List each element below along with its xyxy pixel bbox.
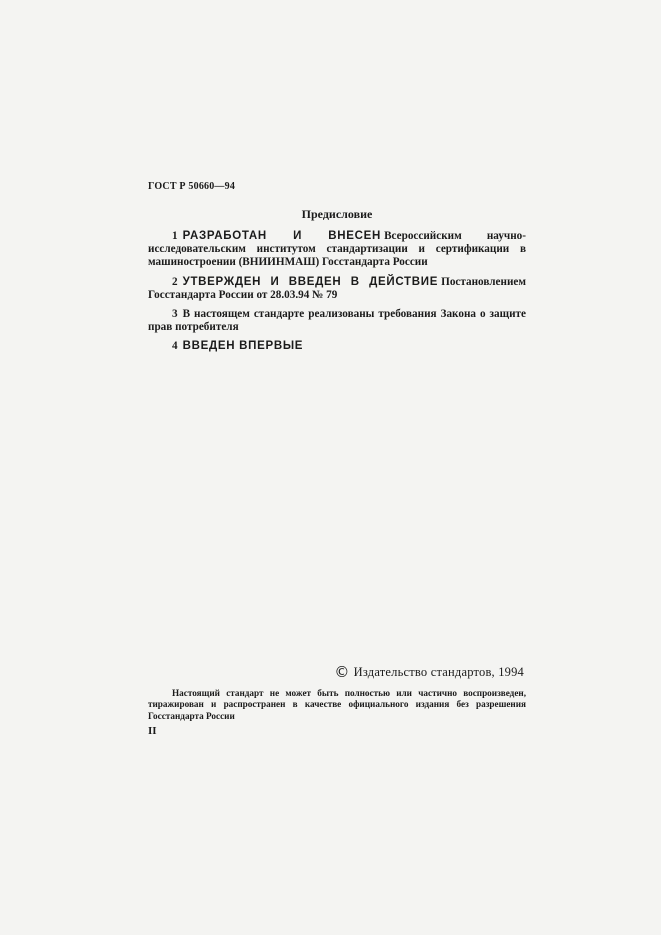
item-number: 2 <box>172 275 178 288</box>
foreword-title: Предисловие <box>301 207 373 221</box>
copyright-icon: © <box>334 663 350 681</box>
item-text: В настоящем стандарте реализованы требования Закона о защите прав потребителя <box>148 308 526 334</box>
item-heading: ВВЕДЕН ВПЕРВЫЕ <box>182 340 304 353</box>
foreword-item-4 <box>148 340 526 353</box>
foreword-item-1 <box>148 230 526 270</box>
foreword-section <box>148 230 526 360</box>
item-number: 1 <box>172 230 178 242</box>
foreword-item-3 <box>148 308 526 334</box>
item-text: Постановлением Госстандарта России от 28.03.94 № 79 <box>148 275 526 301</box>
item-heading: УТВЕРЖДЕН И ВВЕДЕН В ДЕЙСТВИЕ <box>182 275 439 288</box>
item-heading: РАЗРАБОТАН И ВНЕСЕН <box>182 230 382 242</box>
item-number: 4 <box>172 340 178 353</box>
reproduction-notice: Настоящий стандарт не может быть полностью или частично воспроизведен, тиражирован и распространен в качестве официального издания без разрешения Госстандарта России <box>148 688 526 721</box>
page-number: II <box>148 725 157 737</box>
foreword-item-2 <box>148 276 526 302</box>
item-number: 3 <box>172 308 178 321</box>
copyright-text: Издательство стандартов, 1994 <box>353 665 524 679</box>
item-text: Всероссийским научно-исследовательским институтом стандартизации и сертификации в машиностроении (ВНИИНМАШ) Госстандарта России <box>148 230 526 269</box>
copyright-line <box>148 663 524 681</box>
document-code: ГОСТ Р 50660—94 <box>148 181 236 192</box>
